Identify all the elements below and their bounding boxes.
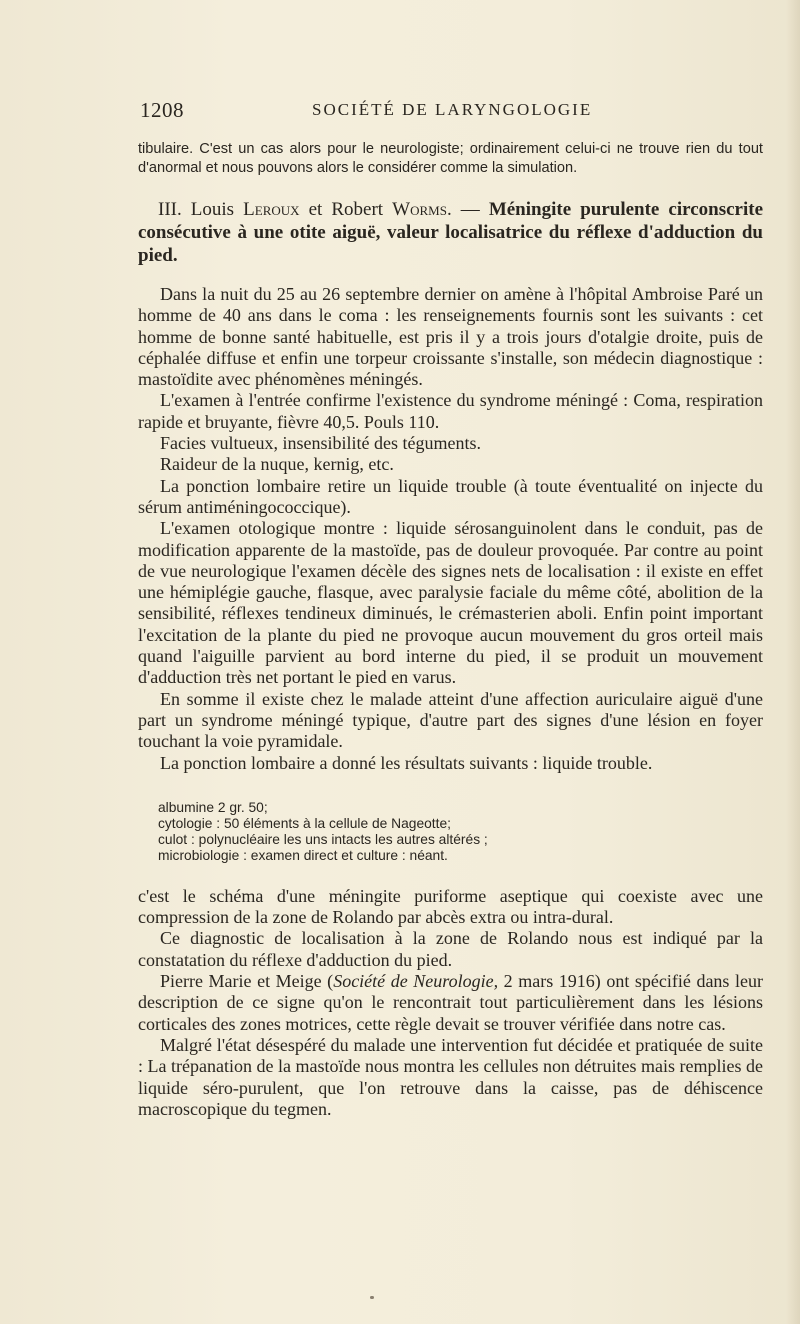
paragraph: L'examen à l'entrée confirme l'existence du syndrome méningé : Coma, respiration rapide et bruyante, fièvre 40,5. Pouls 110.	[138, 390, 763, 432]
paragraph: La ponction lombaire a donné les résultats suivants : liquide trouble.	[160, 752, 653, 773]
paragraph: Facies vultueux, insensibilité des téguments.	[160, 433, 481, 454]
author1-first: Louis	[190, 199, 235, 220]
results-list	[158, 800, 763, 864]
paragraph-marie	[138, 971, 763, 1035]
author2-last: Worms.	[392, 199, 452, 220]
page-header	[140, 98, 765, 122]
list-item: culot : polynucléaire les uns intacts les autres altérés ;	[158, 831, 488, 847]
page-edge-shadow	[786, 0, 800, 1324]
author2-first: Robert	[331, 199, 384, 220]
list-item: albumine 2 gr. 50;	[158, 799, 268, 815]
section-title: Méningite purulente circonscrite consécutive à une otite aiguë, valeur localisatrice du réflexe d'adduction du pied.	[138, 199, 764, 266]
heading-dash: —	[460, 199, 480, 220]
paragraph: Raideur de la nuque, kernig, etc.	[160, 454, 394, 475]
text-run: Pierre Marie et Meige (	[160, 971, 334, 992]
paragraph: Ce diagnostic de localisation à la zone de Rolando nous est indiqué par la constatation du réflexe d'adduction du pied.	[138, 928, 763, 970]
paper-speck	[370, 1296, 374, 1299]
citation-italic: Société de Neurologie,	[333, 971, 499, 992]
conjunction: et	[308, 199, 323, 220]
paragraph: L'examen otologique montre : liquide sérosanguinolent dans le conduit, pas de modification apparente de la mastoïde, pas de douleur provoquée. Par contre au point de vue neurologique l'examen décèle des signes nets de localisation : il existe en effet une hémiplégie gauche, flasque, avec paralysie faciale du même côté, abolition de la sensibilité, réflexes tendineux diminués, le crémasterien aboli. Enfin point important l'excitation de la plante du pied ne provoque aucun mouvement du gros orteil mais quand l'aiguille parvient au bord interne du pied, il se produit un mouvement d'adduction très net portant le pied en varus.	[138, 518, 763, 688]
body-before-list	[138, 284, 763, 774]
body-after-list	[138, 886, 763, 1120]
text-block	[138, 140, 763, 1120]
running-head: SOCIÉTÉ DE LARYNGOLOGIE	[312, 100, 593, 119]
paragraph: En somme il existe chez le malade atteint d'une affection auriculaire aiguë d'une part un syndrome méningé typique, d'autre part des signes d'une lésion en foyer touchant la voie pyramidale.	[138, 688, 763, 752]
page-number: 1208	[140, 98, 184, 122]
paragraph: La ponction lombaire retire un liquide trouble (à toute éventualité on injecte du sérum antiméningococcique).	[138, 475, 763, 517]
list-item: microbiologie : examen direct et culture : néant.	[158, 847, 448, 863]
paragraph: Dans la nuit du 25 au 26 septembre dernier on amène à l'hôpital Ambroise Paré un homme de 40 ans dans le coma : les renseignements fournis sont les suivants : cet homme de bonne santé habituelle, est pris il y a trois jours d'otalgie droite, puis de céphalée diffuse et enfin une torpeur croissante s'installe, son médecin diagnostique : mastoïdite avec phénomènes méningés.	[138, 284, 763, 390]
author1-last: Leroux	[243, 199, 300, 220]
list-item: cytologie : 50 éléments à la cellule de Nageotte;	[158, 815, 451, 831]
intro-paragraph: tibulaire. C'est un cas alors pour le neurologiste; ordinairement celui-ci ne trouve rien du tout d'anormal et nous pouvons alors le considérer comme la simulation.	[138, 141, 763, 176]
section-heading	[138, 198, 763, 267]
paragraph: Malgré l'état désespéré du malade une intervention fut décidée et pratiquée de suite : La trépanation de la mastoïde nous montra les cellules non détruites mais remplies de liquide séro-purulent, que l'on retrouve dans la caisse, pas de déhiscence macroscopique du tegmen.	[138, 1034, 763, 1119]
paragraph: c'est le schéma d'une méningite puriforme aseptique qui coexiste avec une compression de la zone de Rolando par abcès extra ou intra-dural.	[138, 885, 763, 928]
text-run: 2 mars 1916) ont spécifié dans leur description de ce signe qu'on le rencontrait tout particulièrement dans les lésions corticales des zones motrices, cette règle devait se trouver vérifiée dans notre cas.	[138, 971, 763, 1034]
section-number: III.	[158, 199, 182, 220]
